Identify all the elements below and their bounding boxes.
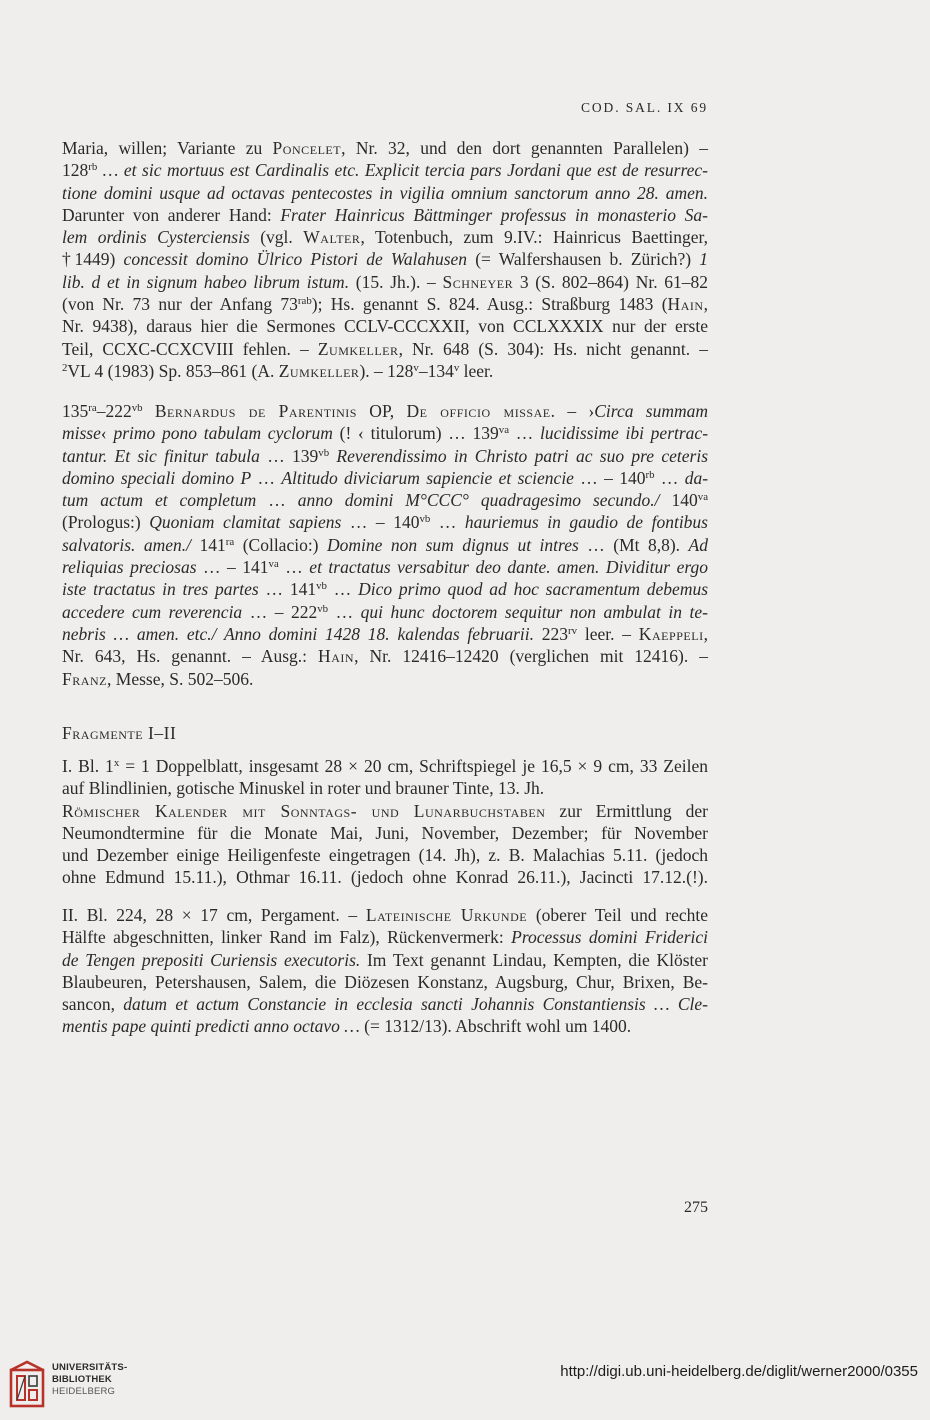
- text-run: (= 1312/13). Abschrift wohl um 1400.: [359, 1016, 632, 1037]
- text-run: Nr. 9438), daraus hier die Sermones CCLV-CCCXXII, von CCLXXXIX nur der erste: [62, 316, 708, 337]
- text-run: …: [654, 467, 685, 488]
- italic-text-run: reliquias preciosas: [62, 557, 197, 578]
- fragment-ii: [62, 904, 708, 1038]
- small-caps-text-run: Lateinische Urkunde: [365, 905, 528, 925]
- section-heading-fragmente: [62, 722, 708, 744]
- text-run: zur Ermittlung der: [545, 800, 708, 821]
- text-line: [62, 159, 708, 181]
- text-line: [62, 601, 708, 623]
- text-run: (15. Jh.). –: [349, 271, 443, 292]
- italic-text-run: datum et actum Constancie in ecclesia sancti Johannis Constantiensis … Cle-: [123, 994, 708, 1015]
- italic-text-run: accedere cum reverencia: [62, 601, 243, 622]
- superscript-text-run: va: [268, 558, 279, 571]
- small-caps-text-run: Walter: [303, 227, 361, 248]
- text-run: †1449): [62, 249, 124, 270]
- text-run: ,: [703, 623, 708, 644]
- text-run: … – 140: [341, 512, 420, 533]
- superscript-text-run: va: [498, 424, 510, 437]
- text-run: ). – 128: [359, 360, 414, 381]
- italic-text-run: domino speciali domino P: [62, 467, 252, 488]
- text-line: [62, 248, 708, 270]
- superscript-text-run: va: [697, 491, 709, 504]
- italic-text-run: lib. d et in signum habeo librum istum.: [62, 271, 350, 292]
- superscript-text-run: vb: [131, 402, 143, 415]
- italic-text-run: primo pono tabulam cyclorum: [113, 423, 333, 444]
- superscript-text-run: v: [453, 362, 460, 375]
- text-line: [62, 182, 708, 204]
- text-run: …: [278, 557, 310, 578]
- text-line: [62, 360, 708, 382]
- library-name: [52, 1362, 127, 1398]
- italic-text-run: Processus domini Friderici: [511, 927, 708, 948]
- superscript-text-run: v: [413, 362, 419, 375]
- text-run: … – 222: [242, 601, 318, 622]
- italic-text-run: da-: [684, 467, 709, 488]
- text-run: auf Blindlinien, gotische Minuskel in roter und brauner Tinte, 13. Jh.: [62, 778, 545, 799]
- italic-text-run: misse: [62, 423, 101, 444]
- italic-text-run: Dico primo quod ad hoc sacramentum debemus: [358, 579, 709, 600]
- italic-text-run: Circa summam: [594, 401, 709, 421]
- text-line: [62, 822, 708, 844]
- text-line: [62, 137, 708, 159]
- italic-text-run: de Tengen prepositi Curiensis executoris.: [62, 949, 361, 970]
- text-line: [62, 1015, 708, 1037]
- library-name-line-3: HEIDELBERG: [52, 1386, 116, 1397]
- text-run: 140: [659, 490, 698, 511]
- text-run: Neumondtermine für die Monate Mai, Juni, November, Dezember; für November: [62, 822, 708, 843]
- italic-text-run: Frater Hainricus Bättminger professus in monasterio Sa-: [280, 204, 708, 225]
- superscript-text-run: ra: [88, 402, 97, 415]
- italic-text-run: et tractatus versabitur deo dante. amen. Dividitur ergo: [309, 557, 709, 578]
- superscript-text-run: rb: [645, 468, 655, 481]
- text-run: OP,: [356, 401, 407, 421]
- small-caps-text-run: De officio missae: [406, 401, 551, 421]
- small-caps-text-run: Hain: [318, 646, 355, 667]
- italic-text-run: Quoniam clamitat sapiens: [149, 512, 342, 533]
- italic-text-run: salvatoris. amen./: [62, 534, 192, 555]
- text-line: [62, 271, 708, 293]
- text-line: [62, 400, 708, 422]
- text-run: (vgl.: [249, 227, 304, 248]
- text-line: [62, 511, 708, 533]
- text-line: [62, 645, 708, 667]
- small-caps-text-run: Römischer Kalender mit Sonntags- und Lunarbuchstaben: [62, 800, 546, 821]
- italic-text-run: lucidissime ibi pertrac-: [540, 423, 709, 444]
- entry-paragraph-de-officio-missae: [62, 400, 708, 690]
- italic-text-run: Altitudo diviciarum sapiencie et sciencie: [281, 467, 574, 488]
- small-caps-text-run: Fragmente I–II: [62, 723, 177, 743]
- text-run: ,: [703, 294, 708, 315]
- italic-text-run: anno domini M°CCC° quadragesimo secundo./: [297, 490, 660, 511]
- text-run: (= Walfershausen b. Zürich?): [467, 249, 700, 270]
- italic-text-run: tum actum et completum: [62, 490, 257, 511]
- superscript-text-run: vb: [419, 513, 431, 526]
- text-run: 135: [62, 401, 89, 421]
- text-run: ‹: [100, 423, 114, 444]
- superscript-text-run: vb: [318, 446, 330, 459]
- text-line: [62, 578, 708, 600]
- small-caps-text-run: Zumkeller: [317, 338, 399, 359]
- italic-text-run: concessit domino Ülrico Pistori de Walahusen: [123, 249, 468, 270]
- text-run: Teil, CCXC-CCXCVIII fehlen. –: [62, 338, 318, 359]
- italic-text-run: qui hunc doctorem sequitur non ambulat in te-: [360, 601, 708, 622]
- permalink-url[interactable]: http://digi.ub.uni-heidelberg.de/diglit/werner2000/0355: [560, 1363, 918, 1380]
- text-run: leer. –: [577, 623, 639, 644]
- text-run: und Dezember einige Heiligenfeste eingetragen (14. Jh), z. B. Malachias 5.11. (jedoch: [62, 845, 708, 866]
- text-run: –222: [96, 401, 132, 421]
- text-line: [62, 926, 708, 948]
- superscript-text-run: ra: [225, 535, 235, 548]
- italic-text-run: Domine non sum dignus ut intres: [327, 534, 579, 555]
- text-line: [62, 422, 708, 444]
- text-run: …: [251, 467, 282, 488]
- text-line: [62, 722, 708, 744]
- text-line: [62, 293, 708, 315]
- superscript-text-run: vb: [316, 580, 327, 593]
- superscript-text-run: 2: [62, 362, 68, 375]
- text-line: [62, 949, 708, 971]
- text-run: (Collacio:): [234, 534, 327, 555]
- small-caps-text-run: Franz: [62, 668, 108, 689]
- text-run: …: [509, 423, 540, 444]
- text-run: . – ›: [550, 401, 595, 421]
- text-run: (von Nr. 73 nur der Anfang 73: [62, 294, 298, 315]
- text-run: ); Hs. genannt S. 824. Ausg.: Straßburg 1483 (: [311, 294, 668, 315]
- running-head: COD. SAL. IX 69: [581, 100, 708, 115]
- italic-text-run: tione domini usque ad octavas pentecostes in vigilia omnium sanctorum anno 28. amen.: [62, 182, 708, 203]
- text-run: …: [256, 490, 298, 511]
- text-run: (Prologus:): [62, 512, 150, 533]
- text-line: [62, 904, 708, 926]
- italic-text-run: lem ordinis Cysterciensis: [62, 227, 250, 248]
- italic-text-run: Reverendissimo in Christo patri ac suo pre ceteris: [336, 445, 709, 466]
- text-line: [62, 866, 708, 888]
- text-run: …: [328, 601, 361, 622]
- italic-text-run: nebris … amen. etc./ Anno domini 1428 18. kalendas februarii.: [62, 623, 535, 644]
- text-run: Blaubeuren, Petershausen, Salem, die Diözesen Konstanz, Augsburg, Chur, Brixen, Be-: [62, 971, 708, 992]
- text-run: I. Bl. 1: [62, 756, 114, 776]
- text-run: ohne Edmund 15.11.), Othmar 16.11. (jedoch ohne Konrad 26.11.), Jacincti 17.12.(!).: [62, 867, 708, 888]
- text-run: Hälfte abgeschnitten, linker Rand im Falz), Rückenvermerk:: [62, 927, 512, 948]
- superscript-text-run: rab: [297, 295, 312, 308]
- text-run: … – 140: [573, 467, 646, 488]
- text-run: sancon,: [62, 994, 124, 1015]
- text-line: [62, 489, 708, 511]
- text-run: II. Bl. 224, 28 × 17 cm, Pergament. –: [62, 905, 366, 925]
- text-run: 3 (S. 802–864) Nr. 61–82: [513, 271, 709, 292]
- superscript-text-run: vb: [317, 602, 329, 615]
- superscript-text-run: x: [113, 757, 120, 770]
- text-line: [62, 315, 708, 337]
- text-run: 141: [191, 534, 226, 555]
- text-line: [62, 338, 708, 360]
- italic-text-run: mentis pape quinti predicti anno octavo …: [62, 1016, 360, 1037]
- library-name-line-2: BIBLIOTHEK: [52, 1374, 112, 1385]
- text-run: (oberer Teil und rechte: [527, 905, 708, 925]
- text-run: = 1 Doppelblatt, insgesamt 28 × 20 cm, Schriftspiegel je 16,5 × 9 cm, 33 Zeilen: [119, 756, 708, 776]
- text-run: VL 4 (1983) Sp. 853–861 (A.: [67, 360, 279, 381]
- text-run: … – 141: [196, 557, 269, 578]
- superscript-text-run: rb: [88, 161, 98, 174]
- text-line: [62, 777, 708, 799]
- small-caps-text-run: Kaeppeli: [638, 623, 704, 644]
- fragment-i: [62, 755, 708, 889]
- italic-text-run: 1: [699, 249, 708, 270]
- small-caps-text-run: Zumkeller: [278, 360, 360, 381]
- text-line: [62, 971, 708, 993]
- superscript-text-run: rv: [568, 625, 578, 638]
- text-run: Nr. 643, Hs. genannt. – Ausg.:: [62, 646, 319, 667]
- text-run: 223: [534, 623, 569, 644]
- text-run: (! ‹ titulorum) … 139: [332, 423, 499, 444]
- text-run: …: [430, 512, 465, 533]
- fragment-i-content: [62, 800, 708, 889]
- text-line: [62, 445, 708, 467]
- text-run: Darunter von anderer Hand:: [62, 204, 281, 225]
- text-line: [62, 467, 708, 489]
- italic-text-run: tantur. Et sic finitur tabula: [62, 445, 260, 466]
- fragment-i-physical-description: [62, 755, 708, 800]
- text-run: , Nr. 12416–12420 (verglichen mit 12416). –: [354, 646, 708, 667]
- text-run: , Nr. 648 (S. 304): Hs. nicht genannt. –: [398, 338, 708, 359]
- text-line: [62, 204, 708, 226]
- text-run: … 141: [258, 579, 317, 600]
- text-run: … 139: [259, 445, 319, 466]
- text-run: Maria, willen; Variante zu: [62, 138, 273, 158]
- text-run: –134: [418, 360, 454, 381]
- text-run: …: [326, 579, 359, 600]
- text-run: … (Mt 8,8).: [578, 534, 689, 555]
- small-caps-text-run: Poncelet: [272, 138, 342, 158]
- text-run: , Totenbuch, zum 9.IV.: Hainricus Baettinger,: [360, 227, 708, 248]
- italic-text-run: hauriemus in gaudio de fontibus: [464, 512, 708, 533]
- text-line: [62, 993, 708, 1015]
- small-caps-text-run: Bernardus de Parentinis: [154, 401, 357, 421]
- text-line: [62, 226, 708, 248]
- text-line: [62, 800, 708, 822]
- text-run: leer.: [459, 360, 494, 381]
- library-name-line-1: UNIVERSITÄTS-: [52, 1362, 128, 1373]
- text-line: [62, 844, 708, 866]
- text-line: [62, 755, 708, 777]
- text-line: [62, 534, 708, 556]
- italic-text-run: Ad: [688, 534, 708, 555]
- text-run: , Messe, S. 502–506.: [107, 668, 254, 689]
- text-line: [62, 623, 708, 645]
- entry-paragraph-sermones: [62, 137, 708, 382]
- text-run: 128: [62, 160, 89, 181]
- page-number: 275: [684, 1199, 708, 1216]
- small-caps-text-run: Hain: [667, 294, 704, 315]
- italic-text-run: iste tractatus in tres partes: [62, 579, 259, 600]
- italic-text-run: … et sic mortuus est Cardinalis etc. Explicit tercia pars Jordani que est de resurrec-: [97, 160, 708, 181]
- library-logo-icon[interactable]: [9, 1360, 47, 1410]
- text-run: [143, 401, 155, 421]
- text-line: [62, 668, 708, 690]
- text-run: Im Text genannt Lindau, Kempten, die Klöster: [360, 949, 709, 970]
- small-caps-text-run: Schneyer: [442, 271, 514, 292]
- text-run: , Nr. 32, und den dort genannten Parallelen) –: [341, 138, 708, 158]
- text-line: [62, 556, 708, 578]
